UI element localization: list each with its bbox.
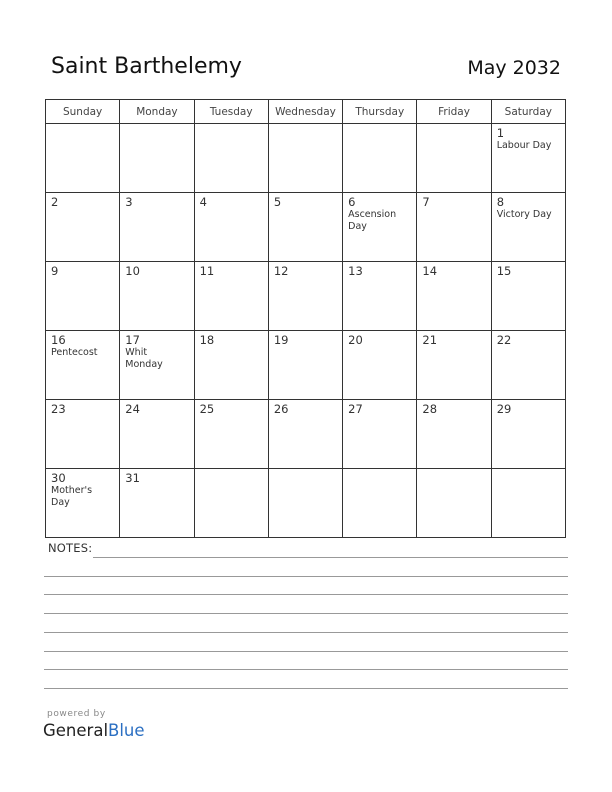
day-cell	[268, 124, 342, 193]
day-cell	[194, 331, 268, 400]
day-number: 5	[273, 195, 282, 209]
day-number: 15	[496, 264, 512, 278]
day-cell	[46, 469, 120, 538]
day-number: 1	[496, 126, 505, 140]
day-cell	[491, 331, 565, 400]
notes-label: NOTES:	[48, 541, 93, 555]
day-number: 6	[348, 195, 356, 209]
day-cell	[268, 262, 342, 331]
weekday-tuesday: Tuesday	[194, 100, 268, 124]
week-row	[46, 400, 566, 469]
day-number: 7	[422, 195, 430, 209]
day-cell	[491, 400, 565, 469]
day-cell	[120, 124, 194, 193]
day-number: 16	[51, 333, 66, 347]
weekday-friday: Friday	[417, 100, 491, 124]
holiday-label: Whit Monday	[125, 347, 163, 370]
holiday-label: Ascension Day	[348, 209, 397, 232]
day-cell	[46, 124, 120, 193]
day-cell	[120, 469, 194, 538]
day-number: 24	[125, 402, 140, 416]
day-cell	[343, 262, 417, 331]
day-number: 9	[51, 264, 59, 278]
day-cell	[417, 400, 491, 469]
notes-line	[44, 632, 568, 633]
day-cell	[194, 400, 268, 469]
day-cell	[417, 331, 491, 400]
notes-line	[93, 557, 568, 558]
day-number: 17	[125, 333, 140, 347]
day-number: 18	[199, 333, 215, 347]
day-cell	[194, 193, 268, 262]
week-row	[46, 262, 566, 331]
day-cell	[46, 193, 120, 262]
weekday-header-row	[46, 100, 566, 124]
holiday-label: Mother's Day	[51, 485, 93, 508]
day-cell	[120, 193, 194, 262]
notes-line	[44, 613, 568, 614]
day-cell	[194, 469, 268, 538]
day-cell	[491, 193, 565, 262]
day-cell	[120, 262, 194, 331]
weekday-thursday: Thursday	[343, 100, 417, 124]
day-cell	[46, 331, 120, 400]
calendar-grid	[45, 99, 566, 538]
day-cell	[194, 262, 268, 331]
day-number: 25	[199, 402, 215, 416]
day-number: 11	[199, 264, 215, 278]
notes-line	[44, 688, 568, 689]
day-number: 20	[348, 333, 363, 347]
notes-line	[44, 576, 568, 577]
day-cell	[46, 400, 120, 469]
day-cell	[343, 331, 417, 400]
holiday-label: Pentecost	[51, 347, 98, 358]
day-number: 27	[348, 402, 363, 416]
week-row	[46, 331, 566, 400]
day-number: 14	[422, 264, 438, 278]
day-cell	[120, 331, 194, 400]
day-cell	[268, 331, 342, 400]
weekday-monday: Monday	[120, 100, 194, 124]
holiday-label: Victory Day	[496, 209, 552, 220]
day-number: 4	[199, 195, 207, 209]
day-number: 30	[51, 471, 66, 485]
day-cell	[343, 400, 417, 469]
notes-line	[44, 669, 568, 670]
day-number: 12	[273, 264, 289, 278]
day-cell	[417, 193, 491, 262]
notes-line	[44, 594, 568, 595]
day-cell	[343, 124, 417, 193]
day-cell	[46, 262, 120, 331]
day-number: 2	[51, 195, 59, 209]
powered-by-text: powered by	[47, 709, 106, 719]
day-cell	[268, 400, 342, 469]
day-cell	[491, 124, 565, 193]
day-cell	[268, 469, 342, 538]
weekday-wednesday: Wednesday	[268, 100, 342, 124]
day-cell	[417, 124, 491, 193]
day-number: 28	[422, 402, 438, 416]
day-cell	[194, 124, 268, 193]
day-cell	[120, 400, 194, 469]
notes-line	[44, 651, 568, 652]
day-number: 8	[496, 195, 505, 209]
calendar-country-title: Saint Barthelemy	[51, 54, 242, 79]
day-number: 26	[273, 402, 289, 416]
calendar-month-year: May 2032	[467, 57, 561, 79]
day-number: 13	[348, 264, 363, 278]
brand-blue: Blue	[108, 721, 145, 740]
day-number: 19	[273, 333, 289, 347]
day-number: 31	[125, 471, 140, 485]
day-number: 3	[125, 195, 133, 209]
week-row	[46, 469, 566, 538]
calendar-body	[46, 124, 566, 538]
day-number: 10	[125, 264, 140, 278]
brand-general: General	[43, 721, 109, 740]
day-cell	[343, 193, 417, 262]
day-cell	[343, 469, 417, 538]
week-row	[46, 124, 566, 193]
holiday-label: Labour Day	[496, 140, 552, 151]
day-number: 23	[51, 402, 66, 416]
generalblue-logo	[43, 721, 145, 740]
day-cell	[417, 262, 491, 331]
weekday-sunday: Sunday	[46, 100, 120, 124]
day-number: 22	[496, 333, 512, 347]
day-number: 21	[422, 333, 438, 347]
day-cell	[491, 262, 565, 331]
day-number: 29	[496, 402, 512, 416]
week-row	[46, 193, 566, 262]
day-cell	[491, 469, 565, 538]
day-cell	[417, 469, 491, 538]
weekday-saturday: Saturday	[491, 100, 565, 124]
day-cell	[268, 193, 342, 262]
